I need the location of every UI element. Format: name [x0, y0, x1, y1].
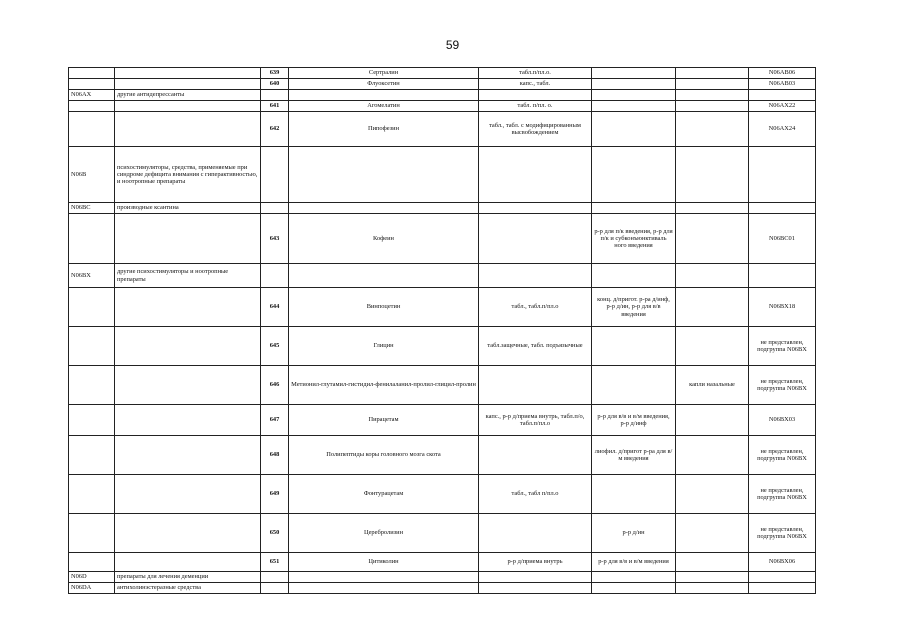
row-code: N06BC — [69, 203, 115, 214]
row-form-oral: табл., табл п/пл.о — [479, 475, 592, 514]
row-group — [115, 112, 261, 147]
table-row — [69, 475, 816, 514]
row-form-oral — [479, 583, 592, 594]
row-number: 640 — [261, 79, 289, 90]
table-row — [69, 583, 816, 594]
row-form-other — [676, 112, 749, 147]
table-row — [69, 405, 816, 436]
row-form-oral: р-р д/приема внутрь — [479, 553, 592, 572]
row-form-injection — [592, 475, 676, 514]
row-number: 645 — [261, 327, 289, 366]
row-drug-name: Глицин — [289, 327, 479, 366]
row-form-other — [676, 553, 749, 572]
row-group — [115, 514, 261, 553]
row-group: препараты для лечения деменции — [115, 572, 261, 583]
table-row — [69, 203, 816, 214]
table-row — [69, 90, 816, 101]
row-form-other — [676, 436, 749, 475]
page-number: 59 — [445, 38, 460, 52]
row-code: N06D — [69, 572, 115, 583]
row-form-other — [676, 147, 749, 203]
row-group — [115, 327, 261, 366]
row-code — [69, 214, 115, 264]
row-atc-code: N06BC01 — [749, 214, 816, 264]
row-form-injection — [592, 101, 676, 112]
row-form-oral: табл.п/пл.о. — [479, 68, 592, 79]
row-atc-code: не представлен, подгруппа N06BX — [749, 366, 816, 405]
row-form-injection — [592, 79, 676, 90]
row-group — [115, 101, 261, 112]
row-form-other — [676, 90, 749, 101]
row-number: 650 — [261, 514, 289, 553]
row-code — [69, 101, 115, 112]
row-atc-code — [749, 147, 816, 203]
table-row — [69, 288, 816, 327]
row-group — [115, 288, 261, 327]
row-drug-name — [289, 203, 479, 214]
row-atc-code — [749, 572, 816, 583]
row-form-injection: р-р для в/в и в/м введения — [592, 553, 676, 572]
row-group — [115, 366, 261, 405]
row-number — [261, 572, 289, 583]
table-row — [69, 514, 816, 553]
row-form-injection: лиофил. д/пригот р-ра для в/м введения — [592, 436, 676, 475]
row-code — [69, 79, 115, 90]
row-form-other: капли назальные — [676, 366, 749, 405]
row-number: 649 — [261, 475, 289, 514]
row-code — [69, 112, 115, 147]
row-drug-name: Метионил-глутамил-гистидил-фенилаланил-пролил-глицил-пролин — [289, 366, 479, 405]
row-number: 644 — [261, 288, 289, 327]
row-form-other — [676, 583, 749, 594]
row-atc-code — [749, 264, 816, 288]
row-atc-code: N06AB03 — [749, 79, 816, 90]
table-row — [69, 264, 816, 288]
row-number: 642 — [261, 112, 289, 147]
row-drug-name: Церебролизин — [289, 514, 479, 553]
table-row — [69, 68, 816, 79]
row-form-other — [676, 327, 749, 366]
table-row — [69, 214, 816, 264]
row-form-other — [676, 264, 749, 288]
row-form-injection — [592, 90, 676, 101]
row-drug-name: Пипофезин — [289, 112, 479, 147]
row-code: N06AX — [69, 90, 115, 101]
row-group — [115, 436, 261, 475]
row-code — [69, 366, 115, 405]
row-code — [69, 553, 115, 572]
table-row — [69, 101, 816, 112]
row-group: антихолинэстеразные средства — [115, 583, 261, 594]
row-form-injection — [592, 572, 676, 583]
row-code — [69, 68, 115, 79]
row-code: N06B — [69, 147, 115, 203]
table-row — [69, 553, 816, 572]
row-drug-name: Агомелатин — [289, 101, 479, 112]
row-code — [69, 475, 115, 514]
row-code — [69, 514, 115, 553]
row-form-injection — [592, 583, 676, 594]
row-code: N06DA — [69, 583, 115, 594]
row-drug-name: Цитиколин — [289, 553, 479, 572]
table-row — [69, 327, 816, 366]
row-group — [115, 214, 261, 264]
row-form-oral — [479, 436, 592, 475]
row-form-other — [676, 79, 749, 90]
row-form-other — [676, 68, 749, 79]
row-group: другие психостимуляторы и ноотропные препараты — [115, 264, 261, 288]
row-drug-name: Винпоцетин — [289, 288, 479, 327]
row-code — [69, 436, 115, 475]
table-row — [69, 112, 816, 147]
row-drug-name: Сертралин — [289, 68, 479, 79]
row-drug-name — [289, 583, 479, 594]
row-group — [115, 475, 261, 514]
row-form-other — [676, 203, 749, 214]
row-atc-code: не представлен, подгруппа N06BX — [749, 514, 816, 553]
row-code: N06BX — [69, 264, 115, 288]
table-row — [69, 79, 816, 90]
row-atc-code: N06AB06 — [749, 68, 816, 79]
row-number — [261, 203, 289, 214]
row-number — [261, 147, 289, 203]
row-form-injection — [592, 68, 676, 79]
table-row — [69, 147, 816, 203]
row-number — [261, 264, 289, 288]
row-number: 641 — [261, 101, 289, 112]
row-code — [69, 288, 115, 327]
row-atc-code: не представлен, подгруппа N06BX — [749, 327, 816, 366]
row-form-oral: капс., р-р д/приема внутрь, табл.п/о, табл.п/пл.о — [479, 405, 592, 436]
row-number — [261, 90, 289, 101]
row-form-oral — [479, 214, 592, 264]
table-row — [69, 366, 816, 405]
drug-table — [68, 67, 816, 594]
row-atc-code — [749, 203, 816, 214]
row-form-injection: р-р для п/к введения, р-р для п/к и субконъюнктиваль ного введения — [592, 214, 676, 264]
row-number: 646 — [261, 366, 289, 405]
row-number: 639 — [261, 68, 289, 79]
row-number — [261, 583, 289, 594]
row-form-other — [676, 214, 749, 264]
row-form-oral — [479, 147, 592, 203]
row-form-oral — [479, 366, 592, 405]
table-body — [69, 68, 816, 594]
row-drug-name: Пирацетам — [289, 405, 479, 436]
row-form-oral — [479, 264, 592, 288]
row-atc-code: N06AX24 — [749, 112, 816, 147]
row-number: 648 — [261, 436, 289, 475]
row-atc-code: N06BX06 — [749, 553, 816, 572]
row-form-injection — [592, 366, 676, 405]
row-drug-name — [289, 90, 479, 101]
row-form-oral — [479, 90, 592, 101]
row-form-other — [676, 475, 749, 514]
row-form-injection — [592, 327, 676, 366]
row-form-injection — [592, 203, 676, 214]
row-drug-name: Фонтурацетам — [289, 475, 479, 514]
row-form-injection: конц. д/пригот. р-ра д/инф, р-р д/ин, р-р для в/в введения — [592, 288, 676, 327]
row-group — [115, 68, 261, 79]
row-form-injection — [592, 112, 676, 147]
row-drug-name: Кофеин — [289, 214, 479, 264]
row-atc-code: N06BX18 — [749, 288, 816, 327]
row-form-injection — [592, 147, 676, 203]
row-group — [115, 553, 261, 572]
row-form-other — [676, 572, 749, 583]
row-atc-code: не представлен, подгруппа N06BX — [749, 436, 816, 475]
row-form-injection: р-р для в/в и в/м введения, р-р д/инф — [592, 405, 676, 436]
row-atc-code: N06AX22 — [749, 101, 816, 112]
row-number: 651 — [261, 553, 289, 572]
row-group: другие антидепрессанты — [115, 90, 261, 101]
row-form-oral: табл., табл. с модифицированным высвобождением — [479, 112, 592, 147]
row-code — [69, 327, 115, 366]
row-form-oral — [479, 572, 592, 583]
row-form-other — [676, 101, 749, 112]
row-form-oral: капс., табл. — [479, 79, 592, 90]
row-number: 643 — [261, 214, 289, 264]
row-form-other — [676, 405, 749, 436]
row-form-oral: табл., табл.п/пл.о — [479, 288, 592, 327]
row-form-other — [676, 514, 749, 553]
row-form-oral — [479, 203, 592, 214]
row-atc-code — [749, 583, 816, 594]
row-form-oral: табл.защечные, табл. подъязычные — [479, 327, 592, 366]
table-row — [69, 436, 816, 475]
row-group — [115, 405, 261, 436]
row-atc-code — [749, 90, 816, 101]
row-group: психостимуляторы, средства, применяемые при синдроме дефицита внимания с гиперактивностью, и ноотропные препараты — [115, 147, 261, 203]
row-atc-code: N06BX03 — [749, 405, 816, 436]
row-form-oral: табл. п/пл. о. — [479, 101, 592, 112]
row-form-injection — [592, 264, 676, 288]
row-drug-name — [289, 147, 479, 203]
row-form-oral — [479, 514, 592, 553]
row-atc-code: не представлен, подгруппа N06BX — [749, 475, 816, 514]
row-number: 647 — [261, 405, 289, 436]
row-drug-name: Полипептиды коры головного мозга скота — [289, 436, 479, 475]
row-form-other — [676, 288, 749, 327]
row-drug-name — [289, 264, 479, 288]
row-group: производные ксантина — [115, 203, 261, 214]
row-form-injection: р-р д/ин — [592, 514, 676, 553]
row-drug-name: Флуоксетин — [289, 79, 479, 90]
row-code — [69, 405, 115, 436]
row-drug-name — [289, 572, 479, 583]
table-row — [69, 572, 816, 583]
row-group — [115, 79, 261, 90]
